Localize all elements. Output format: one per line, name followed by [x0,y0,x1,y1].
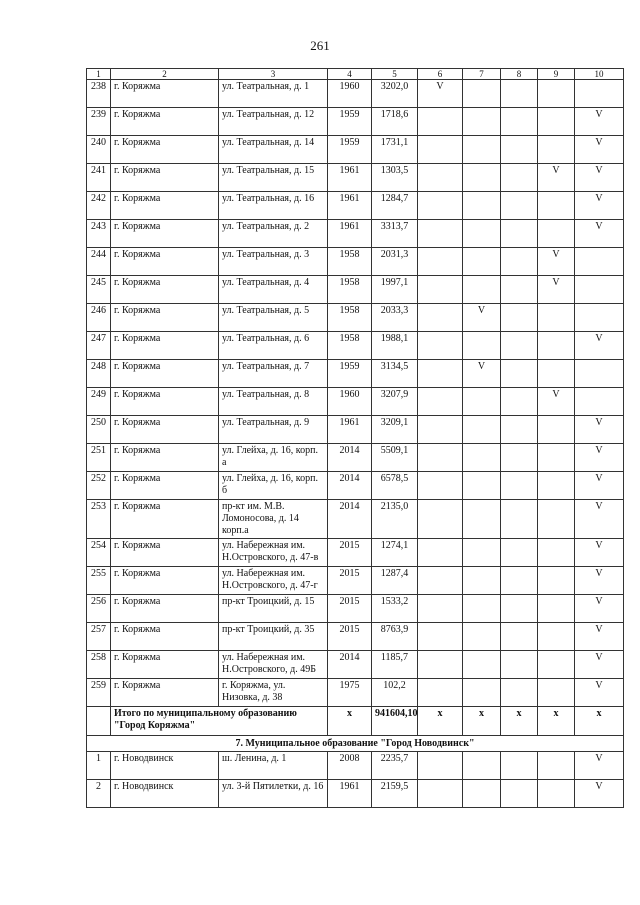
cell-c6 [418,567,463,595]
table-row [87,623,624,651]
cell-n: 242 [87,192,111,220]
table-row [87,388,624,416]
cell-c9 [538,651,575,679]
total-label: Итого по муниципальному образованию "Город Коряжма" [111,707,328,736]
cell-addr: пр-кт Троицкий, д. 15 [219,595,328,623]
cell-c10: V [575,108,624,136]
cell-area: 2135,0 [372,500,418,539]
cell-area: 3209,1 [372,416,418,444]
cell-n: 255 [87,567,111,595]
cell-year: 2014 [328,444,372,472]
cell-area: 1185,7 [372,651,418,679]
table-row [87,539,624,567]
cell-c10: V [575,780,624,808]
cell-c10 [575,304,624,332]
cell-city: г. Коряжма [111,80,219,108]
cell-c10: V [575,679,624,707]
cell-c7 [463,332,501,360]
cell-area: 2159,5 [372,780,418,808]
cell-area: 1731,1 [372,136,418,164]
cell-c7 [463,623,501,651]
cell-addr: г. Коряжма, ул. Низовка, д. 38 [219,679,328,707]
cell-area: 2031,3 [372,248,418,276]
page-number: 261 [310,38,330,53]
cell-c6 [418,248,463,276]
cell-city: г. Коряжма [111,136,219,164]
cell-n: 245 [87,276,111,304]
cell-c8 [501,220,538,248]
cell-addr: ул. Глейха, д. 16, корп. б [219,472,328,500]
cell-c7 [463,472,501,500]
cell-c8 [501,472,538,500]
cell-area: 8763,9 [372,623,418,651]
cell-area: 1533,2 [372,595,418,623]
column-header: 7 [463,69,501,80]
cell-city: г. Коряжма [111,164,219,192]
cell-year: 2014 [328,651,372,679]
cell-city: г. Коряжма [111,539,219,567]
cell-city: г. Коряжма [111,332,219,360]
table-row [87,80,624,108]
cell-c7 [463,539,501,567]
cell-c8 [501,416,538,444]
cell-c6 [418,416,463,444]
cell-addr: ул. Театральная, д. 14 [219,136,328,164]
cell-addr: ул. Театральная, д. 1 [219,80,328,108]
cell-addr: ул. Театральная, д. 5 [219,304,328,332]
cell-c8 [501,332,538,360]
cell-addr: ул. Глейха, д. 16, корп. а [219,444,328,472]
cell-year: 1960 [328,388,372,416]
table-row [87,567,624,595]
cell-city: г. Коряжма [111,388,219,416]
cell-c9 [538,304,575,332]
cell-c7 [463,651,501,679]
cell-area: 1988,1 [372,332,418,360]
cell-c8 [501,164,538,192]
cell-n: 1 [87,752,111,780]
cell-c9 [538,444,575,472]
cell-c10: V [575,332,624,360]
cell-c9 [538,595,575,623]
cell-c7 [463,444,501,472]
total-c7: x [463,707,501,736]
table-row [87,780,624,808]
table-row [87,164,624,192]
cell-c9 [538,80,575,108]
cell-n: 238 [87,80,111,108]
table-row [87,136,624,164]
cell-c6 [418,136,463,164]
cell-year: 2014 [328,472,372,500]
cell-n: 250 [87,416,111,444]
cell-c7 [463,388,501,416]
table-row [87,360,624,388]
cell-year: 1961 [328,164,372,192]
cell-c6 [418,388,463,416]
cell-city: г. Коряжма [111,416,219,444]
cell-city: г. Коряжма [111,623,219,651]
cell-c8 [501,108,538,136]
cell-city: г. Коряжма [111,472,219,500]
cell-c10 [575,388,624,416]
cell-area: 1287,4 [372,567,418,595]
cell-c10: V [575,472,624,500]
cell-n: 254 [87,539,111,567]
cell-n: 248 [87,360,111,388]
cell-c10: V [575,220,624,248]
column-header: 3 [219,69,328,80]
cell-addr: ул. Театральная, д. 15 [219,164,328,192]
cell-c9 [538,108,575,136]
cell-area: 2235,7 [372,752,418,780]
cell-n: 2 [87,780,111,808]
cell-area: 3313,7 [372,220,418,248]
cell-area: 1284,7 [372,192,418,220]
cell-city: г. Коряжма [111,220,219,248]
cell-year: 2015 [328,595,372,623]
cell-n: 258 [87,651,111,679]
cell-area: 1303,5 [372,164,418,192]
cell-c6 [418,679,463,707]
cell-c10: V [575,444,624,472]
cell-c7 [463,595,501,623]
cell-c8 [501,679,538,707]
cell-addr: ул. Набережная им. Н.Островского, д. 47-в [219,539,328,567]
column-header: 2 [111,69,219,80]
cell-addr: ул. Театральная, д. 4 [219,276,328,304]
cell-c6 [418,444,463,472]
cell-n: 241 [87,164,111,192]
cell-c9 [538,500,575,539]
cell-year: 2015 [328,623,372,651]
cell-year: 1961 [328,416,372,444]
cell-year: 1961 [328,192,372,220]
table-row [87,752,624,780]
cell-c6 [418,108,463,136]
cell-n: 244 [87,248,111,276]
column-header: 10 [575,69,624,80]
cell-c9 [538,192,575,220]
cell-c9: V [538,388,575,416]
cell-addr: ул. 3-й Пятилетки, д. 16 [219,780,328,808]
cell-addr: ул. Театральная, д. 7 [219,360,328,388]
cell-city: г. Коряжма [111,192,219,220]
total-area: 941604,10 [372,707,418,736]
cell-year: 1958 [328,276,372,304]
cell-c8 [501,304,538,332]
cell-c8 [501,248,538,276]
cell-n: 246 [87,304,111,332]
cell-c9: V [538,276,575,304]
cell-c10: V [575,752,624,780]
cell-c8 [501,388,538,416]
cell-year: 1975 [328,679,372,707]
cell-n: 259 [87,679,111,707]
cell-c7 [463,276,501,304]
cell-c10: V [575,595,624,623]
cell-city: г. Коряжма [111,679,219,707]
cell-c8 [501,444,538,472]
cell-c6 [418,164,463,192]
cell-addr: ул. Театральная, д. 3 [219,248,328,276]
total-row [87,707,624,736]
table-row [87,444,624,472]
table-row [87,595,624,623]
cell-year: 2014 [328,500,372,539]
cell-city: г. Коряжма [111,444,219,472]
cell-c9 [538,220,575,248]
cell-c6 [418,595,463,623]
cell-c7 [463,248,501,276]
cell-c9 [538,416,575,444]
cell-c7 [463,220,501,248]
cell-c10 [575,360,624,388]
cell-year: 1958 [328,248,372,276]
cell-city: г. Коряжма [111,567,219,595]
table-row [87,332,624,360]
cell-c7 [463,192,501,220]
cell-year: 1961 [328,220,372,248]
cell-c6 [418,780,463,808]
column-number-row [87,69,624,80]
cell-year: 2015 [328,567,372,595]
cell-n: 252 [87,472,111,500]
cell-city: г. Новодвинск [111,752,219,780]
cell-area: 5509,1 [372,444,418,472]
cell-c10: V [575,164,624,192]
cell-c9 [538,679,575,707]
cell-c8 [501,136,538,164]
cell-year: 2008 [328,752,372,780]
table-row [87,220,624,248]
cell-addr: ул. Театральная, д. 16 [219,192,328,220]
cell-c7: V [463,304,501,332]
cell-c9: V [538,164,575,192]
cell-year: 1959 [328,136,372,164]
cell-addr: ул. Театральная, д. 8 [219,388,328,416]
cell-n: 253 [87,500,111,539]
cell-c6 [418,304,463,332]
cell-addr: ул. Набережная им. Н.Островского, д. 49Б [219,651,328,679]
cell-city: г. Коряжма [111,360,219,388]
table-row [87,276,624,304]
cell-year: 1959 [328,360,372,388]
cell-year: 1958 [328,304,372,332]
cell-city: г. Коряжма [111,595,219,623]
cell-area: 1997,1 [372,276,418,304]
cell-c7 [463,136,501,164]
cell-c6 [418,500,463,539]
cell-area: 6578,5 [372,472,418,500]
table-row [87,679,624,707]
column-header: 8 [501,69,538,80]
cell-area: 3202,0 [372,80,418,108]
cell-c8 [501,360,538,388]
cell-area: 1718,6 [372,108,418,136]
cell-city: г. Коряжма [111,304,219,332]
total-c9: x [538,707,575,736]
cell-c10: V [575,136,624,164]
cell-c6 [418,623,463,651]
cell-c9 [538,360,575,388]
cell-addr: ул. Театральная, д. 2 [219,220,328,248]
cell-c8 [501,780,538,808]
cell-c6 [418,192,463,220]
cell-c8 [501,192,538,220]
cell-year: 1960 [328,80,372,108]
cell-addr: ул. Театральная, д. 9 [219,416,328,444]
cell-c8 [501,276,538,304]
cell-n: 257 [87,623,111,651]
cell-n: 239 [87,108,111,136]
cell-c8 [501,752,538,780]
cell-area: 102,2 [372,679,418,707]
column-header: 1 [87,69,111,80]
table-row [87,304,624,332]
cell-addr: пр-кт им. М.В. Ломоносова, д. 14 корп.а [219,500,328,539]
cell-c10 [575,276,624,304]
cell-n: 251 [87,444,111,472]
cell-year: 1959 [328,108,372,136]
cell-c6 [418,472,463,500]
cell-addr: пр-кт Троицкий, д. 35 [219,623,328,651]
table-row [87,416,624,444]
section-title: 7. Муниципальное образование "Город Новодвинск" [87,736,624,752]
cell-c9 [538,752,575,780]
total-c8: x [501,707,538,736]
cell-city: г. Коряжма [111,651,219,679]
cell-c9 [538,136,575,164]
cell-city: г. Новодвинск [111,780,219,808]
section-heading-row [87,736,624,752]
cell-c10: V [575,623,624,651]
cell-c10: V [575,192,624,220]
cell-city: г. Коряжма [111,276,219,304]
cell-c9 [538,623,575,651]
cell-year: 2015 [328,539,372,567]
cell-c8 [501,623,538,651]
cell-n: 249 [87,388,111,416]
cell-c8 [501,567,538,595]
cell-city: г. Коряжма [111,108,219,136]
cell-year: 1958 [328,332,372,360]
cell-c6 [418,332,463,360]
cell-area: 3134,5 [372,360,418,388]
cell-c10: V [575,567,624,595]
cell-city: г. Коряжма [111,248,219,276]
cell-year: 1961 [328,780,372,808]
housing-register-table [86,68,624,808]
cell-c9 [538,332,575,360]
cell-c6 [418,752,463,780]
cell-c8 [501,539,538,567]
column-header: 5 [372,69,418,80]
cell-addr: ш. Ленина, д. 1 [219,752,328,780]
total-year: x [328,707,372,736]
table-row [87,651,624,679]
table-row [87,472,624,500]
cell-c10: V [575,651,624,679]
cell-c10: V [575,500,624,539]
cell-n: 247 [87,332,111,360]
table-row [87,192,624,220]
table-row [87,108,624,136]
cell-c7 [463,500,501,539]
cell-c9 [538,780,575,808]
cell-addr: ул. Театральная, д. 12 [219,108,328,136]
cell-c7 [463,164,501,192]
cell-c7 [463,679,501,707]
cell-c8 [501,80,538,108]
cell-c9 [538,567,575,595]
cell-c8 [501,595,538,623]
cell-c7 [463,80,501,108]
cell-c10: V [575,539,624,567]
cell-c7: V [463,360,501,388]
cell-n: 240 [87,136,111,164]
cell-c8 [501,500,538,539]
column-header: 9 [538,69,575,80]
cell-area: 1274,1 [372,539,418,567]
cell-c7 [463,108,501,136]
cell-c8 [501,651,538,679]
column-header: 4 [328,69,372,80]
cell-n: 256 [87,595,111,623]
cell-c10: V [575,416,624,444]
cell-c7 [463,780,501,808]
cell-c6 [418,651,463,679]
column-header: 6 [418,69,463,80]
cell-c6 [418,539,463,567]
cell-n: 243 [87,220,111,248]
total-c10: x [575,707,624,736]
cell-city: г. Коряжма [111,500,219,539]
cell-c6 [418,276,463,304]
cell-c10 [575,80,624,108]
cell-c9: V [538,248,575,276]
cell-c6 [418,220,463,248]
table-row [87,500,624,539]
cell-c6 [418,360,463,388]
cell-c7 [463,416,501,444]
cell-c7 [463,752,501,780]
cell-c7 [463,567,501,595]
cell-addr: ул. Театральная, д. 6 [219,332,328,360]
cell-c9 [538,539,575,567]
cell-c10 [575,248,624,276]
cell-c9 [538,472,575,500]
cell-area: 3207,9 [372,388,418,416]
cell-addr: ул. Набережная им. Н.Островского, д. 47-г [219,567,328,595]
cell-c6: V [418,80,463,108]
table-row [87,248,624,276]
total-c6: x [418,707,463,736]
cell-area: 2033,3 [372,304,418,332]
total-blank-cell [87,707,111,736]
